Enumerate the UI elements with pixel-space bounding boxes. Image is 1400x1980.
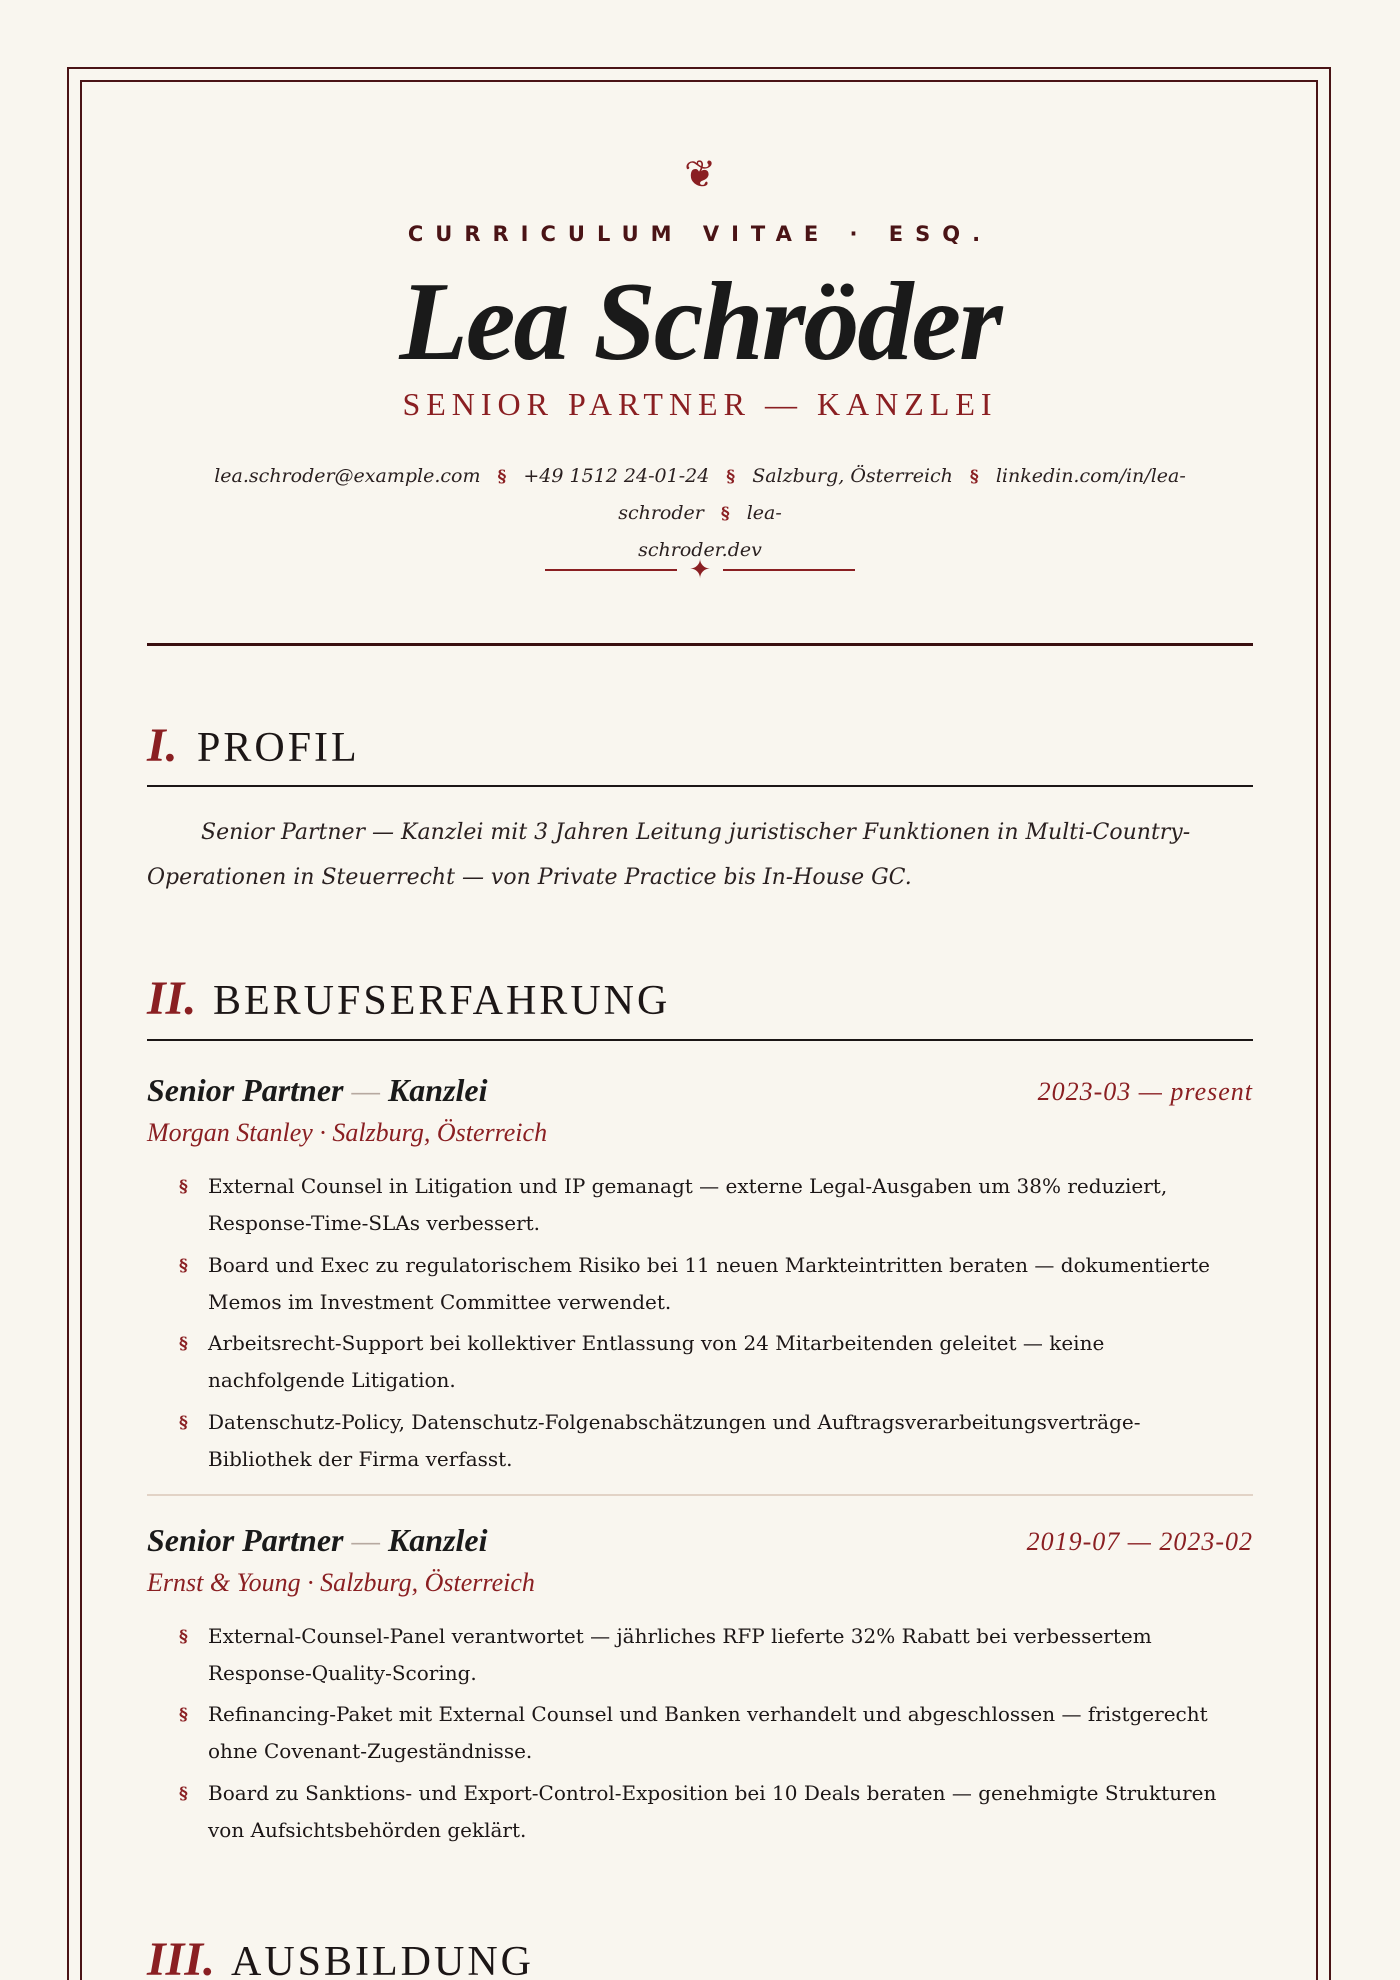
job-subtitle: SENIOR PARTNER — KANZLEI xyxy=(402,386,998,422)
cv-label: CURRICULUM VITAE · ESQ. xyxy=(407,222,993,246)
contact-location: Salzburg, Österreich xyxy=(752,465,953,487)
section-number: II. xyxy=(147,972,197,1025)
job-title xyxy=(147,1520,488,1560)
section-sign-icon: § xyxy=(179,1627,188,1647)
job-dates: 2019-07 — 2023-02 xyxy=(1026,1527,1253,1556)
header-ornament-divider xyxy=(545,552,855,588)
section-number: I. xyxy=(147,719,178,772)
bullet-text: Board und Exec zu regulatorischem Risiko bei 11 neuen Markteintritten beraten — dokumentierte Memos im Investment Committee verwendet. xyxy=(208,1253,1210,1314)
contact-website-part1: lea- xyxy=(746,502,782,524)
fleuron-ornament-icon: ❦ xyxy=(684,152,716,196)
bullet-text: Arbeitsrecht-Support bei kollektiver Entlassung von 24 Mitarbeitenden geleitet — keine nachfolgende Litigation. xyxy=(208,1331,1105,1392)
bullet-text: External-Counsel-Panel verantwortet — jährliches RFP lieferte 32% Rabatt bei verbessertem Response-Quality-Scoring. xyxy=(208,1624,1152,1685)
section-sign-icon: § xyxy=(720,504,730,524)
section-education-heading xyxy=(147,1932,1253,1980)
header-rule xyxy=(147,643,1253,646)
person-name: Lea Schröder xyxy=(399,260,1001,384)
section-sign-icon: § xyxy=(179,1705,188,1725)
section-sign-icon: § xyxy=(497,467,507,487)
job-title-dash: — xyxy=(343,1522,388,1558)
job-title-main: Senior Partner xyxy=(147,1072,344,1108)
section-experience-heading xyxy=(147,971,1253,1031)
bullet-text: Refinancing-Paket mit External Counsel und Banken verhandelt und abgeschlossen — fristgerecht ohne Covenant-Zugeständnisse. xyxy=(208,1702,1208,1763)
section-rule xyxy=(147,1039,1253,1041)
job-separator xyxy=(147,1494,1253,1496)
bullet-text: Datenschutz-Policy, Datenschutz-Folgenabschätzungen und Auftragsverarbeitungsverträge-Bibliothek der Firma verfasst. xyxy=(208,1410,1141,1471)
bullet-text: External Counsel in Litigation und IP gemanagt — externe Legal-Ausgaben um 38% reduziert, Response-Time-SLAs verbessert. xyxy=(208,1174,1168,1235)
star-icon: ✦ xyxy=(689,555,711,585)
section-sign-icon: § xyxy=(179,1784,188,1804)
divider-line-right xyxy=(723,569,855,571)
section-profile-heading xyxy=(147,718,1253,778)
job-company: Morgan Stanley · Salzburg, Österreich xyxy=(147,1118,548,1147)
job-title-sub: Kanzlei xyxy=(387,1072,488,1108)
contact-linkedin[interactable]: linkedin.com/in/lea-schroder xyxy=(618,465,1186,524)
job-dates: 2023-03 — present xyxy=(1037,1077,1253,1106)
section-title: BERUFSERFAHRUNG xyxy=(213,978,671,1024)
bullet-text: Board zu Sanktions- und Export-Control-Exposition bei 10 Deals beraten — genehmigte Strukturen von Aufsichtsbehörden geklärt. xyxy=(208,1781,1217,1842)
job-title-sub: Kanzlei xyxy=(387,1522,488,1558)
profile-summary: Senior Partner — Kanzlei mit 3 Jahren Leitung juristischer Funktionen in Multi-Country-Operationen in Steuerrecht — von Private Practice bis In-House GC. xyxy=(147,820,1191,890)
job-company: Ernst & Young · Salzburg, Österreich xyxy=(147,1568,535,1597)
contact-phone[interactable]: +49 1512 24-01-24 xyxy=(523,465,710,487)
contact-email[interactable]: lea.schroder@example.com xyxy=(214,465,481,487)
section-sign-icon: § xyxy=(179,1413,188,1433)
section-sign-icon: § xyxy=(179,1256,188,1276)
section-sign-icon: § xyxy=(179,1334,188,1354)
section-sign-icon: § xyxy=(969,467,979,487)
section-title: PROFIL xyxy=(197,725,360,771)
section-rule xyxy=(147,785,1253,787)
job-title-main: Senior Partner xyxy=(147,1522,344,1558)
contact-website-part2: schroder.dev xyxy=(638,539,762,561)
job-title xyxy=(147,1070,488,1110)
job-title-dash: — xyxy=(343,1072,388,1108)
section-sign-icon: § xyxy=(726,467,736,487)
section-number: III. xyxy=(147,1933,216,1980)
section-sign-icon: § xyxy=(179,1177,188,1197)
section-title: AUSBILDUNG xyxy=(231,1939,534,1980)
